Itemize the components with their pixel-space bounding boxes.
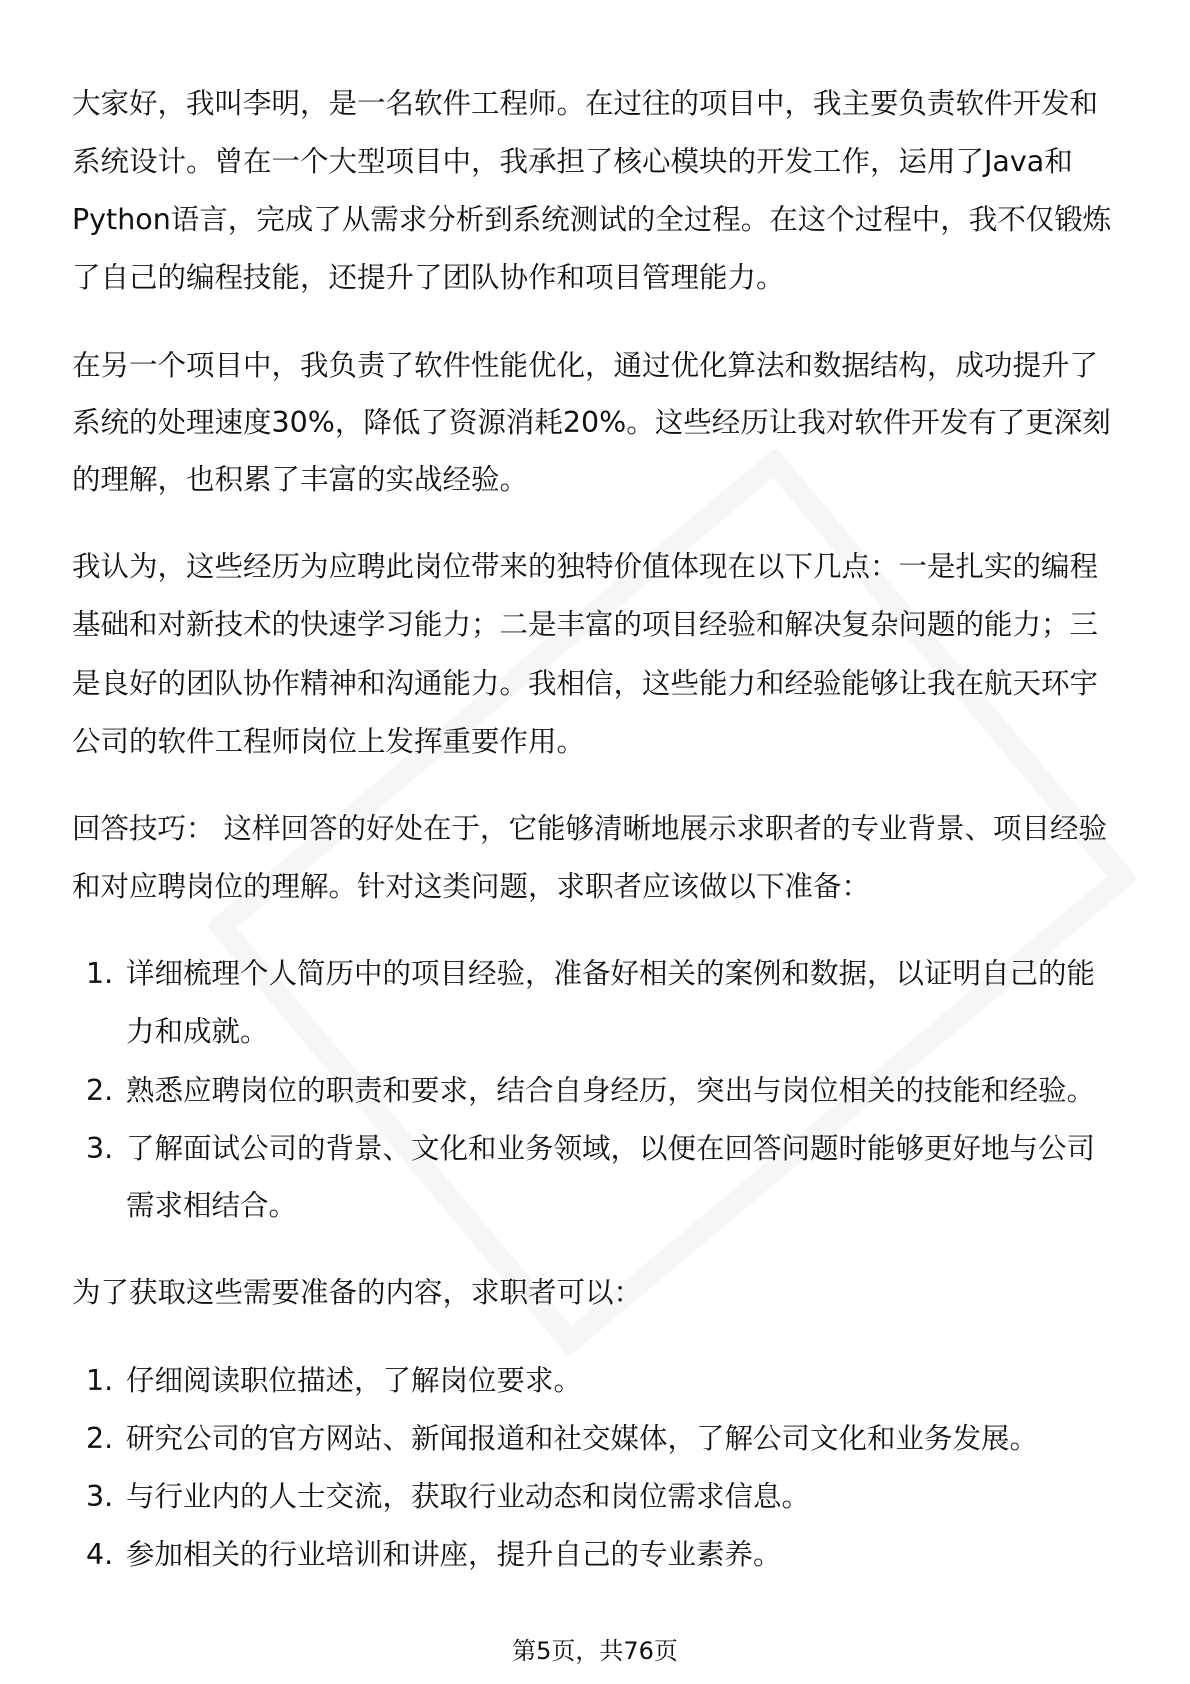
list-text: 参加相关的行业培训和讲座，提升自己的专业素养。 xyxy=(126,1538,782,1571)
list-text: 仔细阅读职位描述，了解岗位要求。 xyxy=(126,1364,583,1397)
list-number: 3. xyxy=(86,1480,114,1513)
text-line: 公司的软件工程师岗位上发挥重要作用。 xyxy=(72,725,586,758)
intro-text: 为了获取这些需要准备的内容，求职者可以： xyxy=(72,1276,643,1309)
text-line: 在另一个项目中，我负责了软件性能优化，通过优化算法和数据结构，成功提升了 xyxy=(72,349,1099,382)
text-line: 系统设计。曾在一个大型项目中，我承担了核心模块的开发工作，运用了Java和 xyxy=(72,145,1073,178)
text-line: 了自己的编程技能，还提升了团队协作和项目管理能力。 xyxy=(72,261,785,294)
text-line: 的理解，也积累了丰富的实战经验。 xyxy=(72,463,529,496)
list-number: 2. xyxy=(86,1074,114,1107)
text-line: 系统的处理速度30%，降低了资源消耗20%。这些经历让我对软件开发有了更深刻 xyxy=(72,406,1111,439)
list-number: 1. xyxy=(86,957,114,990)
text-line: 大家好，我叫李明，是一名软件工程师。在过往的项目中，我主要负责软件开发和 xyxy=(72,87,1099,120)
list-number: 1. xyxy=(86,1364,114,1397)
page-number: 第5页，共76页 xyxy=(512,1637,678,1665)
list-text: 研究公司的官方网站、新闻报道和社交媒体，了解公司文化和业务发展。 xyxy=(126,1422,1039,1455)
list-text: 与行业内的人士交流，获取行业动态和岗位需求信息。 xyxy=(126,1480,811,1513)
list-number: 4. xyxy=(86,1538,114,1571)
list-text: 熟悉应聘岗位的职责和要求，结合自身经历，突出与岗位相关的技能和经验。 xyxy=(126,1074,1096,1107)
list-text: 了解面试公司的背景、文化和业务领域，以便在回答问题时能够更好地与公司 xyxy=(126,1132,1096,1165)
text-line: 基础和对新技术的快速学习能力；二是丰富的项目经验和解决复杂问题的能力；三 xyxy=(72,608,1099,641)
text-line: 是良好的团队协作精神和沟通能力。我相信，这些能力和经验能够让我在航天环宇 xyxy=(72,667,1099,700)
list-text: 需求相结合。 xyxy=(126,1189,298,1222)
text-line: 我认为，这些经历为应聘此岗位带来的独特价值体现在以下几点：一是扎实的编程 xyxy=(72,550,1099,583)
list-number: 3. xyxy=(86,1132,114,1165)
list-number: 2. xyxy=(86,1422,114,1455)
text-line: Python语言，完成了从需求分析到系统测试的全过程。在这个过程中，我不仅锻炼 xyxy=(72,203,1112,236)
list-text: 详细梳理个人简历中的项目经验，准备好相关的案例和数据，以证明自己的能 xyxy=(126,957,1096,990)
text-line: 和对应聘岗位的理解。针对这类问题，求职者应该做以下准备： xyxy=(72,870,871,903)
text-line: 回答技巧： 这样回答的好处在于，它能够清晰地展示求职者的专业背景、项目经验 xyxy=(72,812,1108,845)
list-text: 力和成就。 xyxy=(126,1015,269,1048)
